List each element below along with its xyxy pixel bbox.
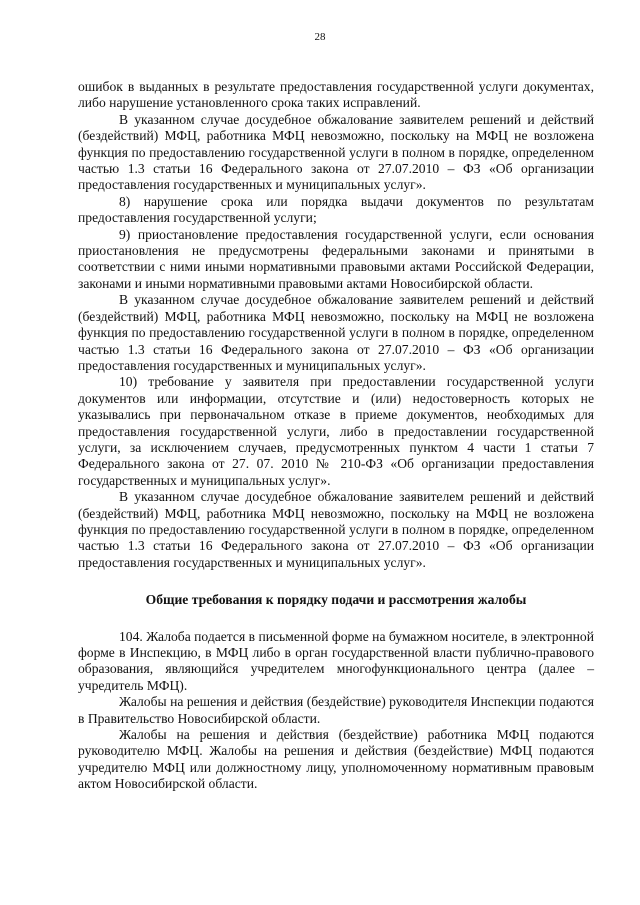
paragraph-continuation: ошибок в выданных в результате предоставления государственной услуги документах, либо нарушение установленного срока таких исправлений. <box>78 79 594 111</box>
paragraph-item-104: 104. Жалоба подается в письменной форме на бумажном носителе, в электронной форме в Инспекцию, в МФЦ либо в орган государственной власти публично-правового образования, являющийся учредителем многофункционального центра (далее – учредитель МФЦ). <box>78 628 594 693</box>
paragraph-item-10: 10) требование у заявителя при предоставлении государственной услуги документов или информации, отсутствие и (или) недостоверность которых не указывались при первоначальном отказе в приеме документов, необходимых для предоставления государственной услуги, либо в предоставлении государственной услуги, за исключением случаев, предусмотренных пунктом 4 части 1 статьи 7 Федерального закона от 27. 07. 2010 № 210-ФЗ «Об организации предоставления государственных и муниципальных услуг». <box>78 374 594 488</box>
document-body <box>78 79 594 793</box>
page-number: 28 <box>314 31 326 43</box>
paragraph-mfc-note: В указанном случае досудебное обжалование заявителем решений и действий (бездействий) МФЦ, работника МФЦ невозможно, поскольку на МФЦ не возложена функция по предоставлению государственной услуги в полном в порядке, определенном частью 1.3 статьи 16 Федерального закона от 27.07.2010 – ФЗ «Об организации предоставления государственных и муниципальных услуг». <box>78 111 594 193</box>
paragraph-item-9: 9) приостановление предоставления государственной услуги, если основания приостановления не предусмотрены федеральными законами и принятыми в соответствии с ними иными нормативными правовыми актами Российской Федерации, законами и иными нормативными правовыми актами Новосибирской области. <box>78 226 594 291</box>
paragraph-complaints-inspection: Жалобы на решения и действия (бездействие) руководителя Инспекции подаются в Правительство Новосибирской области. <box>78 694 594 726</box>
paragraph-mfc-note: В указанном случае досудебное обжалование заявителем решений и действий (бездействий) МФЦ, работника МФЦ невозможно, поскольку на МФЦ не возложена функция по предоставлению государственной услуги в полном в порядке, определенном частью 1.3 статьи 16 Федерального закона от 27.07.2010 – ФЗ «Об организации предоставления государственных и муниципальных услуг». <box>78 292 594 373</box>
section-heading: Общие требования к порядку подачи и рассмотрения жалобы <box>145 592 527 608</box>
paragraph-item-8: 8) нарушение срока или порядка выдачи документов по результатам предоставления государственной услуги; <box>78 193 594 226</box>
paragraph-mfc-note: В указанном случае досудебное обжалование заявителем решений и действий (бездействий) МФЦ, работника МФЦ невозможно, поскольку на МФЦ не возложена функция по предоставлению государственной услуги в полном в порядке, определенном частью 1.3 статьи 16 Федерального закона от 27.07.2010 – ФЗ «Об организации предоставления государственных и муниципальных услуг». <box>78 489 594 570</box>
paragraph-complaints-mfc: Жалобы на решения и действия (бездействие) работника МФЦ подаются руководителю МФЦ. Жалобы на решения и действия (бездействие) МФЦ подаются учредителю МФЦ или должностному лицу, уполномоченному нормативным правовым актом Новосибирской области. <box>78 727 594 792</box>
